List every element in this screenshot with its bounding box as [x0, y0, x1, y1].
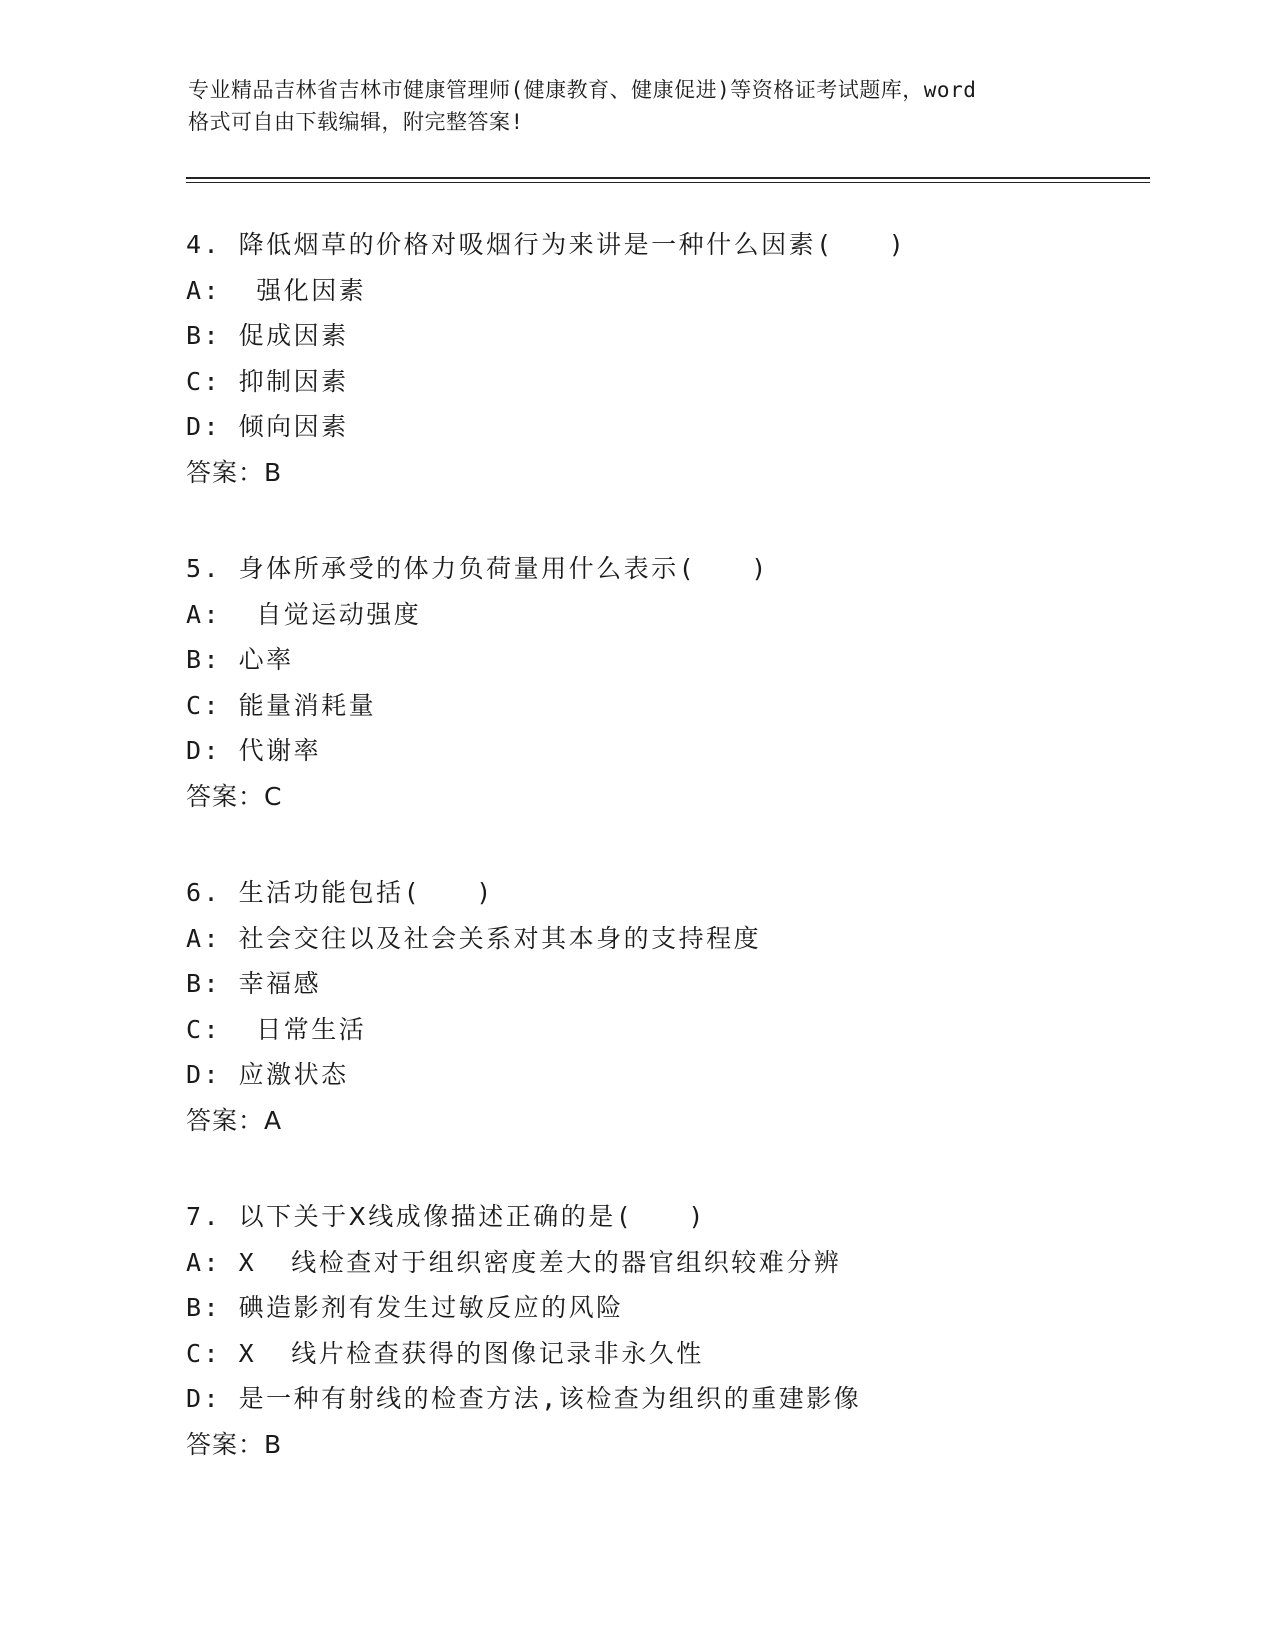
question-stem: 7. 以下关于Ⅹ线成像描述正确的是( )	[186, 1202, 706, 1231]
option-b: B: 碘造影剂有发生过敏反应的风险	[186, 1293, 624, 1322]
question-4	[186, 222, 1186, 495]
option-d: D: 应激状态	[186, 1060, 349, 1089]
option-c: C: X 线片检查获得的图像记录非永久性	[186, 1338, 704, 1368]
answer: 答案：B	[186, 457, 283, 487]
header-rule-thin	[186, 182, 1150, 183]
option-a: A: 强化因素	[186, 275, 367, 305]
option-c: C: 抑制因素	[186, 366, 349, 396]
question-7	[186, 1194, 1186, 1467]
option-a: A: 自觉运动强度	[186, 599, 422, 629]
answer: 答案：C	[186, 781, 283, 811]
option-d: D: 倾向因素	[186, 412, 349, 441]
option-a: A: 社会交往以及社会关系对其本身的支持程度	[186, 923, 762, 953]
header-rule-thick	[186, 177, 1150, 179]
header-line-1: 专业精品吉林省吉林市健康管理师(健康教育、健康促进)等资格证考试题库，word	[188, 78, 977, 102]
question-stem: 4. 降低烟草的价格对吸烟行为来讲是一种什么因素( )	[186, 230, 907, 259]
option-c: C: 能量消耗量	[186, 690, 377, 720]
option-c: C: 日常生活	[186, 1014, 367, 1044]
answer: 答案：A	[186, 1105, 283, 1135]
answer: 答案：B	[186, 1429, 283, 1459]
option-b: B: 促成因素	[186, 321, 349, 350]
question-stem: 5. 身体所承受的体力负荷量用什么表示( )	[186, 554, 769, 583]
document-header	[188, 74, 1088, 138]
question-6	[186, 870, 1186, 1143]
question-5	[186, 546, 1186, 819]
option-b: B: 心率	[186, 645, 294, 674]
question-stem: 6. 生活功能包括( )	[186, 878, 494, 907]
header-line-2: 格式可自由下载编辑，附完整答案!	[188, 110, 524, 134]
option-a: A: X 线检查对于组织密度差大的器官组织较难分辨	[186, 1247, 842, 1277]
option-d: D: 代谢率	[186, 736, 322, 765]
option-b: B: 幸福感	[186, 969, 322, 998]
option-d: D: 是一种有射线的检查方法,该检查为组织的重建影像	[186, 1384, 862, 1413]
